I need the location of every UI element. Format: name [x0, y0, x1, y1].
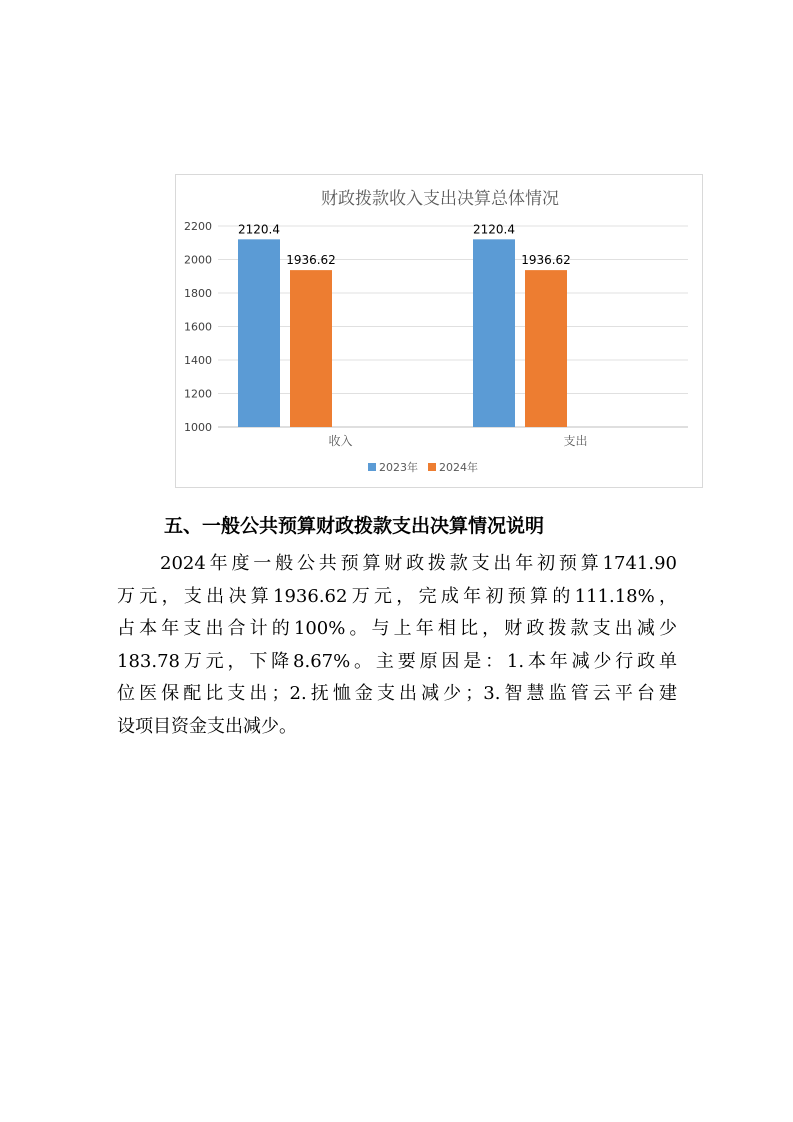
data-label: 1936.62 [286, 253, 336, 268]
data-label: 1936.62 [521, 253, 571, 268]
y-tick-label: 1600 [184, 320, 212, 334]
paragraph-line-1: 2024年度一般公共预算财政拨款支出年初预算1741.90 [160, 553, 677, 574]
section-heading: 五、一般公共预算财政拨款支出决算情况说明 [164, 515, 545, 537]
paragraph-line-4: 183.78万元，下降8.67%。主要原因是：1.本年减少行政单 [117, 650, 677, 672]
data-label: 2120.4 [473, 222, 515, 237]
bar-2-2 [525, 270, 567, 427]
x-category-label: 收入 [328, 434, 353, 448]
chart-canvas [176, 175, 704, 489]
budget-chart [175, 174, 703, 488]
y-tick-label: 1400 [184, 354, 212, 367]
y-tick-label: 1000 [184, 421, 212, 434]
legend-swatch-2 [428, 463, 436, 471]
x-axis-categories [328, 433, 587, 448]
bar-1-1 [238, 239, 280, 427]
paragraph-line-3: 占本年支出合计的100%。与上年相比，财政拨款支出减少 [117, 618, 677, 639]
paragraph-line-6: 设项目资金支出减少。 [117, 715, 297, 737]
chart-legend [368, 460, 478, 474]
legend-label-1: 2023年 [379, 461, 418, 474]
paragraph-line-2: 万元，支出决算1936.62万元，完成年初预算的111.18%， [117, 585, 677, 607]
y-axis-ticks [184, 220, 212, 434]
legend-label-2: 2024年 [439, 461, 478, 474]
paragraph-line-5: 位医保配比支出；2.抚恤金支出减少；3.智慧监管云平台建 [117, 683, 677, 704]
chart-title: 财政拨款收入支出决算总体情况 [321, 189, 559, 209]
data-label: 2120.4 [238, 222, 280, 237]
chart-bars [238, 239, 567, 427]
y-tick-label: 1800 [184, 287, 212, 300]
y-tick-label: 2200 [184, 220, 212, 233]
x-category-label: 支出 [563, 434, 588, 448]
data-labels [238, 222, 571, 267]
y-tick-label: 2000 [184, 253, 212, 267]
legend-swatch-1 [368, 463, 376, 471]
explanation-paragraph [117, 548, 677, 743]
bar-1-2 [473, 239, 515, 427]
bar-2-1 [290, 270, 332, 427]
y-tick-label: 1200 [184, 387, 212, 401]
